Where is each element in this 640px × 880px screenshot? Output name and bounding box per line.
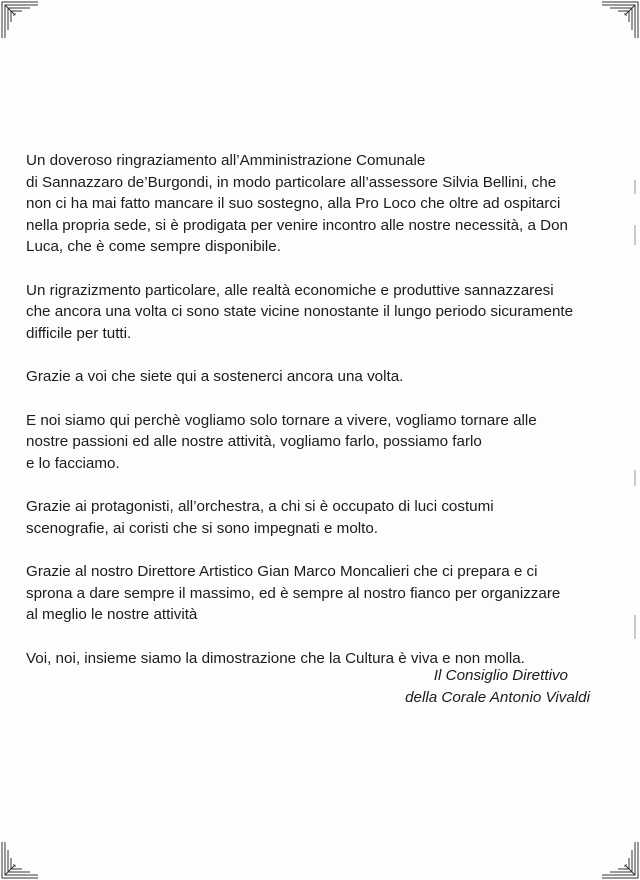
paragraph-thanks-director xyxy=(26,561,611,626)
text-line: che ancora una volta ci sono state vicine nonostante il lungo periodo sicuramente xyxy=(26,303,574,320)
text-line: difficile per tutti. xyxy=(26,324,132,342)
text-line: nostre passioni ed alle nostre attività, vogliamo farlo, possiamo farlo xyxy=(26,433,482,450)
text-line: di Sannazzaro de’Burgondi, in modo particolare all’assessore Silvia Bellini, che xyxy=(26,173,557,191)
signature-choir: della Corale Antonio Vivaldi xyxy=(405,688,590,706)
paragraph-return-to-life xyxy=(26,410,611,475)
text-line: Un doveroso ringraziamento all’Amministrazione Comunale xyxy=(26,152,426,169)
paragraph-thanks-protagonists xyxy=(26,496,611,539)
corner-ornament-icon xyxy=(0,0,40,40)
text-line: Grazie ai protagonisti, all’orchestra, a chi si è occupato di luci costumi xyxy=(26,498,494,515)
text-line: Voi, noi, insieme siamo la dimostrazione che la Cultura è viva e non molla. xyxy=(26,649,525,667)
text-line: scenografie, ai coristi che si sono impegnati e molto. xyxy=(26,519,379,537)
scan-mark xyxy=(634,180,636,194)
text-line: Grazie a voi che siete qui a sostenerci ancora una volta. xyxy=(26,368,404,385)
scan-mark xyxy=(634,225,636,245)
signature-block xyxy=(330,665,590,708)
scan-mark xyxy=(634,470,636,486)
signature-board: Il Consiglio Direttivo xyxy=(433,667,568,684)
text-line: Un rigrazizmento particolare, alle realtà economiche e produttive sannazzaresi xyxy=(26,281,554,299)
corner-ornament-icon xyxy=(600,0,640,40)
paragraph-thanks-businesses xyxy=(26,280,611,345)
text-line: e lo facciamo. xyxy=(26,454,120,472)
scan-mark xyxy=(634,615,636,639)
text-line: Luca, che è come sempre disponibile. xyxy=(26,238,281,255)
text-line: non ci ha mai fatto mancare il suo sostegno, alla Pro Loco che oltre ad ospitarci xyxy=(26,195,561,212)
paragraph-thanks-audience xyxy=(26,366,611,388)
paragraph-thanks-administration xyxy=(26,150,611,258)
text-line: sprona a dare sempre il massimo, ed è sempre al nostro fianco per organizzare xyxy=(26,584,561,602)
letter-body xyxy=(26,150,611,691)
text-line: al meglio le nostre attività xyxy=(26,606,198,623)
text-line: Grazie al nostro Direttore Artistico Gian Marco Moncalieri che ci prepara e ci xyxy=(26,563,538,580)
text-line: E noi siamo qui perchè vogliamo solo tornare a vivere, vogliamo tornare alle xyxy=(26,411,537,429)
corner-ornament-icon xyxy=(0,840,40,880)
corner-ornament-icon xyxy=(600,840,640,880)
text-line: nella propria sede, si è prodigata per venire incontro alle nostre necessità, a Don xyxy=(26,216,569,234)
